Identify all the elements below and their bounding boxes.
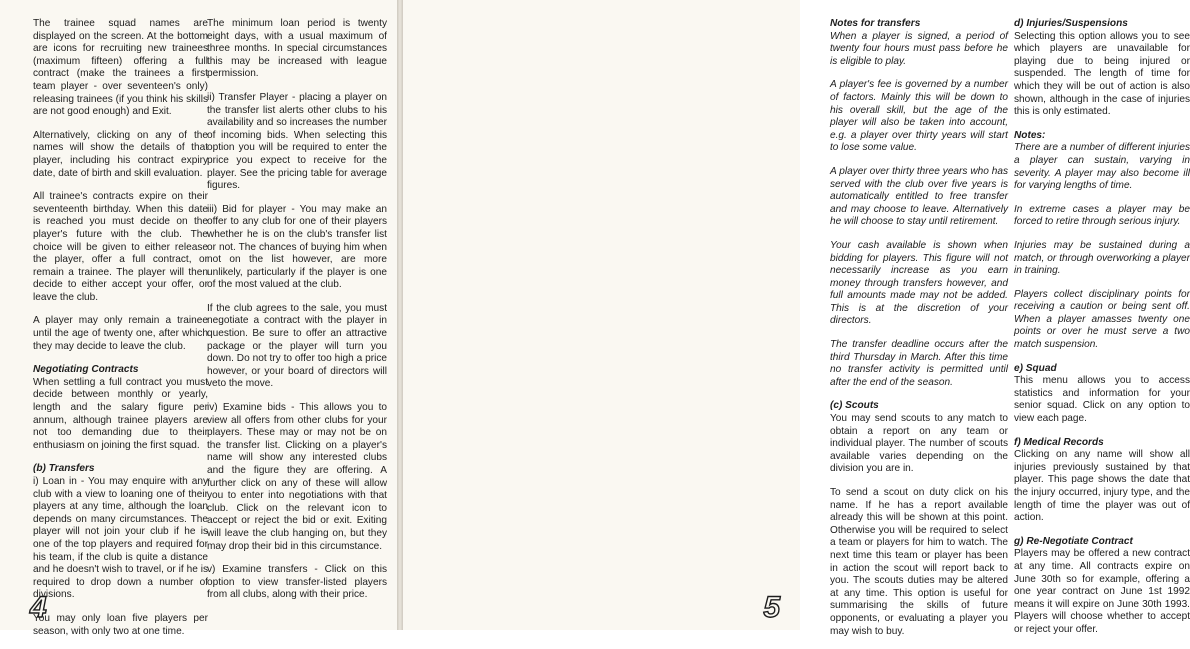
paragraph: A player over thirty three years who has served with the club over five years is automatically entitled to free transfer and may choose to leave. Alternatively he will choose to stay until retirement. [830,165,1008,228]
paragraph: The transfer deadline occurs after the third Thursday in March. After this time no transfer activity is permitted until after the end of the season. [830,339,1008,388]
paragraph: Clicking on any name will show all injuries previously sustained by that player. This page shows the date that the injury occurred, injury type, and the length of time the player was out of action. [1014,449,1190,524]
paragraph: iii) Bid for player - You may make an offer to any club for one of their players whether he is on the club's transfer list or not. The chances of buying him when not on the list however, are more unlikely, particularly if the player is one of the most valued at the club. [207,203,387,291]
column-4 [1014,18,1190,648]
paragraph: You may send scouts to any match to obtain a report on any team or individual player. The number of scouts available varies depending on the division you are in. [830,413,1008,475]
section-heading: e) Squad [1014,362,1057,374]
paragraph: Players may be offered a new contract at any time. All contracts expire on June 30th so for example, offering a one year contract on June 1st 1992 means it will expire on June 30th 1993. Players will choose whether to accept or reject your offer. [1014,548,1190,635]
page-number-4 [28,591,80,624]
paragraph: You may only loan five players per season, with only two at one time. [33,612,208,637]
section-heading: g) Re-Negotiate Contract [1014,535,1133,547]
paragraph: i) Loan in - You may enquire with any club with a view to loaning one of their players at any time, although the loan depends on many circumstances. The player will not join your club if he is one of the top players and required for his team, if the club is quite a distance and he doesn't wish to travel, or if he is required to drop down a number of divisions. [33,476,208,601]
paragraph: ii) Transfer Player - placing a player on the transfer list alerts other clubs to his availability and so increases the number of incoming bids. When selecting this option you will be required to enter the price you expect to receive for the player. See the pricing table for average figures. [207,91,387,192]
section-heading: (b) Transfers [33,463,95,475]
paragraph: The trainee squad names are displayed on the screen. At the bottom are icons for recruiting new trainees (maximum fifteen) offering a full contract (make the trainees a first team player - over seventeen's only) releasing trainees (if you think his skills are not good enough) and Exit. [33,18,208,118]
paragraph: Alternatively, clicking on any of the names will show the details of that player, including his contract expiry date, date of birth and skill evaluation. [33,129,208,179]
section-heading: Notes for transfers [830,18,921,29]
paragraph: This menu allows you to access statistics and information for your senior squad. Click on any option to view each page. [1014,375,1190,425]
paragraph: The minimum loan period is twenty eight days, with a usual maximum of three months. In special circumstances this may be increased with league permission. [207,18,387,80]
right-page [403,0,1190,637]
column-3 [830,18,1008,649]
column-2 [207,18,387,613]
paragraph: v) Examine transfers - Click on this option to view transfer-listed players from all clubs, along with their price. [207,564,387,601]
left-page [0,0,397,637]
svg-text:4: 4 [30,591,47,624]
section-heading: d) Injuries/Suspensions [1014,18,1128,29]
paragraph: Your cash available is shown when bidding for players. This figure will not necessarily increase as you earn money through transfers however, and full amounts made may not be added. This is at the discretion of your directors. [830,239,1008,327]
paragraph: If the club agrees to the sale, you must negotiate a contract with the player in question. Be sure to offer an attractive package or the player will turn you down. Do not try to offer too high a price however, or your board of directors will veto the move. [207,302,387,390]
svg-text:5: 5 [763,591,780,624]
section-heading: f) Medical Records [1014,436,1104,448]
paragraph: In extreme cases a player may be forced to retire through serious injury. [1014,203,1190,228]
paragraph: When a player is signed, a period of twenty four hours must pass before he is eligible to play. [830,30,1008,67]
page-number-5 [730,591,782,624]
paragraph: Players collect disciplinary points for receiving a caution or being sent off. When a player amasses twenty one points or over he must serve a two match suspension. [1014,288,1190,351]
section-heading: (c) Scouts [830,400,879,412]
paragraph: A player may only remain a trainee until the age of twenty one, after which they may decide to leave the club. [33,315,208,352]
paragraph: When settling a full contract you must decide between monthly or yearly, length and the salary figure per annum, although trainee players are not too demanding due to their enthusiasm on joining the first squad. [33,376,208,451]
section-heading: Negotiating Contracts [33,364,139,376]
section-heading: Notes: [1014,129,1046,141]
paragraph: A player's fee is governed by a number of factors. Mainly this will be down to his overall skill, but the age of the player will also be taken into account, e.g. a player over thirty years will start to lose some value. [830,79,1008,154]
column-1 [33,18,208,649]
paragraph: To send a scout on duty click on his name. If he has a report available already this will be shown at this point. Otherwise you will be required to select a team or players for him to watch. The next time this team or player has been in action the scout will report back to you. The scouts duties may be altered at any time. This option is useful for summarising the skills of future opponents, or evaluating a player you may wish to buy. [830,487,1008,637]
paragraph: All trainee's contracts expire on their seventeenth birthday. When this date is reached you must decide on the player's future with the club. The choice will be given to either release the player, offer a full contract, or remain a trainee. The player will then decide to either accept your offer, or leave the club. [33,191,208,303]
paragraph: iv) Examine bids - This allows you to view all offers from other clubs for your players. These may or may not be on the transfer list. Clicking on a player's name will show any interested clubs and the figure they are offering. A further click on any of these will allow you to enter into negotiations with that club. Click on the relevant icon to accept or reject the bid or exit. Exiting will leave the club hanging on, but they may drop their bid in this circumstance. [207,402,387,552]
paragraph: Injuries may be sustained during a match, or through overworking a player in training. [1014,239,1190,277]
paragraph: Selecting this option allows you to see which players are unavailable for playing due to being injured or suspended. The length of time for which they will be out of action is also shown, although in the case of injuries this is only estimated. [1014,30,1190,118]
paragraph: There are a number of different injuries a player can sustain, varying in severity. A player may also become ill for varying lengths of time. [1014,142,1190,192]
